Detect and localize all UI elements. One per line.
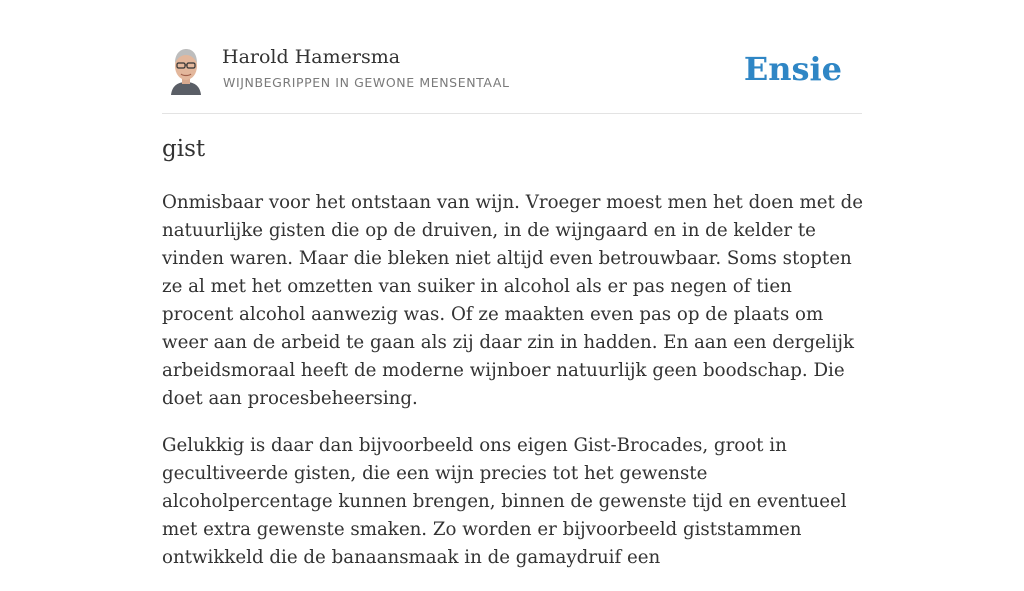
author-subtitle: WIJNBEGRIPPEN IN GEWONE MENSENTAAL [223, 75, 510, 90]
author-avatar [167, 47, 205, 95]
author-name: Harold Hamersma [222, 46, 401, 68]
paragraph: Onmisbaar voor het ontstaan van wijn. Vroeger moest men het doen met de natuurlijke gisten die op de druiven, in de wijngaard en in de kelder te vinden waren. Maar die bleken niet altijd even betrouwbaar. Soms stopten ze al met het omzetten van suiker in alcohol als er pas negen of tien procent alcohol aanwezig was. Of ze maakten even pas op de plaats om weer aan de arbeid te gaan als zij daar zin in hadden. En aan een dergelijk arbeidsmoraal heeft de moderne wijnboer natuurlijk geen boodschap. Die doet aan procesbeheersing. [162, 192, 863, 409]
paragraph: Gelukkig is daar dan bijvoorbeeld ons eigen Gist-Brocades, groot in gecultiveerde gisten, die een wijn precies tot het gewenste alcoholpercentage kunnen brengen, binnen de gewenste tijd en eventueel met extra gewenste smaken. Zo worden er bijvoorbeeld giststammen ontwikkeld die de banaansmaak in de gamaydruif een [162, 435, 847, 568]
article-body [162, 189, 866, 591]
ensie-logo[interactable]: Ensie [743, 50, 842, 88]
header [162, 40, 862, 114]
page-title: gist [162, 136, 206, 162]
